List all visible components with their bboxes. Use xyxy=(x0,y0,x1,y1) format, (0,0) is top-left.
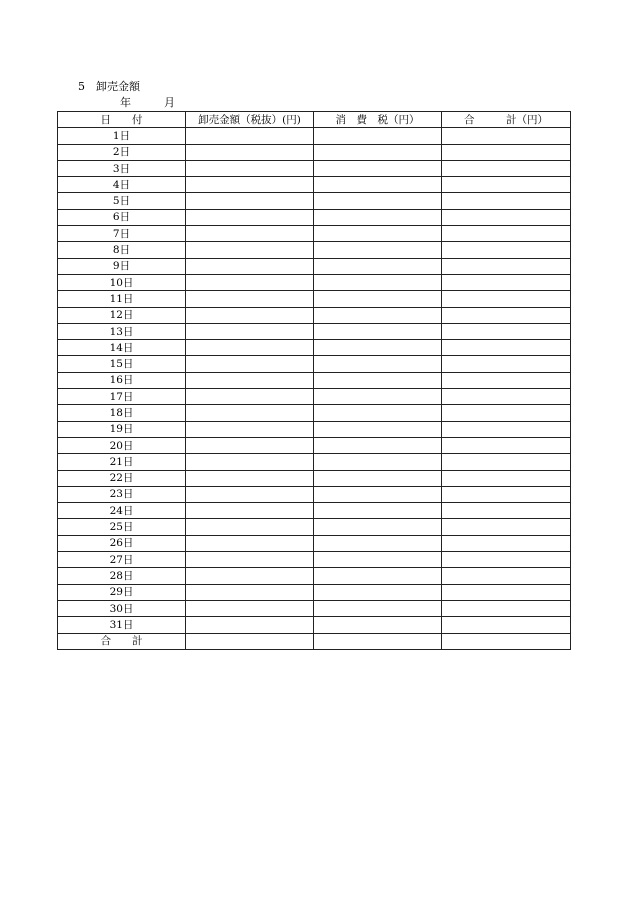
consumption-tax-cell[interactable] xyxy=(314,307,442,323)
wholesale-amount-cell[interactable] xyxy=(186,356,314,372)
wholesale-amount-cell[interactable] xyxy=(186,552,314,568)
consumption-tax-cell[interactable] xyxy=(314,177,442,193)
day-label: 23日 xyxy=(58,486,186,502)
table-row xyxy=(58,454,571,470)
header-row xyxy=(58,112,571,128)
table-row xyxy=(58,470,571,486)
total-cell[interactable] xyxy=(442,454,571,470)
table-row xyxy=(58,389,571,405)
consumption-tax-cell[interactable] xyxy=(314,568,442,584)
consumption-tax-cell[interactable] xyxy=(314,144,442,160)
header-date: 日 付 xyxy=(58,112,186,128)
section-number: 5 xyxy=(78,80,85,93)
total-cell[interactable] xyxy=(442,437,571,453)
day-label: 21日 xyxy=(58,454,186,470)
table-row xyxy=(58,209,571,225)
total-cell[interactable] xyxy=(442,470,571,486)
total-wholesale-cell[interactable] xyxy=(186,633,314,649)
wholesale-amount-cell[interactable] xyxy=(186,617,314,633)
total-cell[interactable] xyxy=(442,617,571,633)
day-label: 10日 xyxy=(58,274,186,290)
day-label: 18日 xyxy=(58,405,186,421)
table-row xyxy=(58,437,571,453)
day-label: 17日 xyxy=(58,389,186,405)
day-label: 29日 xyxy=(58,584,186,600)
wholesale-amount-cell[interactable] xyxy=(186,209,314,225)
table-row xyxy=(58,552,571,568)
consumption-tax-cell[interactable] xyxy=(314,193,442,209)
wholesale-amount-cell[interactable] xyxy=(186,600,314,616)
day-label: 5日 xyxy=(58,193,186,209)
day-label: 26日 xyxy=(58,535,186,551)
table-row xyxy=(58,226,571,242)
wholesale-amount-cell[interactable] xyxy=(186,307,314,323)
wholesale-amount-cell[interactable] xyxy=(186,177,314,193)
consumption-tax-cell[interactable] xyxy=(314,519,442,535)
wholesale-amount-cell[interactable] xyxy=(186,519,314,535)
consumption-tax-cell[interactable] xyxy=(314,340,442,356)
table-row xyxy=(58,503,571,519)
header-wholesale-amount: 卸売金額（税抜）(円) xyxy=(186,112,314,128)
day-label: 27日 xyxy=(58,552,186,568)
table-row xyxy=(58,356,571,372)
total-tax-cell[interactable] xyxy=(314,633,442,649)
total-sum-cell[interactable] xyxy=(442,633,571,649)
wholesale-amount-cell[interactable] xyxy=(186,226,314,242)
total-label: 合 計 xyxy=(58,633,186,649)
total-cell[interactable] xyxy=(442,486,571,502)
table-row xyxy=(58,258,571,274)
wholesale-amount-table xyxy=(57,111,571,650)
table-row xyxy=(58,421,571,437)
day-label: 14日 xyxy=(58,340,186,356)
header-total: 合 計（円） xyxy=(442,112,571,128)
table-row xyxy=(58,242,571,258)
total-cell[interactable] xyxy=(442,291,571,307)
day-label: 22日 xyxy=(58,470,186,486)
table-row xyxy=(58,128,571,144)
day-label: 3日 xyxy=(58,160,186,176)
total-cell[interactable] xyxy=(442,258,571,274)
wholesale-amount-cell[interactable] xyxy=(186,568,314,584)
total-cell[interactable] xyxy=(442,535,571,551)
table-row xyxy=(58,405,571,421)
consumption-tax-cell[interactable] xyxy=(314,356,442,372)
wholesale-amount-cell[interactable] xyxy=(186,128,314,144)
consumption-tax-cell[interactable] xyxy=(314,454,442,470)
total-cell[interactable] xyxy=(442,160,571,176)
consumption-tax-cell[interactable] xyxy=(314,274,442,290)
table-row xyxy=(58,274,571,290)
consumption-tax-cell[interactable] xyxy=(314,128,442,144)
wholesale-amount-cell[interactable] xyxy=(186,421,314,437)
table-row xyxy=(58,519,571,535)
wholesale-amount-cell[interactable] xyxy=(186,323,314,339)
table-row xyxy=(58,144,571,160)
month-label: 月 xyxy=(164,96,175,109)
total-cell[interactable] xyxy=(442,340,571,356)
consumption-tax-cell[interactable] xyxy=(314,552,442,568)
table-row xyxy=(58,486,571,502)
day-label: 8日 xyxy=(58,242,186,258)
table-row xyxy=(58,307,571,323)
day-label: 6日 xyxy=(58,209,186,225)
total-cell[interactable] xyxy=(442,242,571,258)
consumption-tax-cell[interactable] xyxy=(314,389,442,405)
wholesale-amount-cell[interactable] xyxy=(186,291,314,307)
consumption-tax-cell[interactable] xyxy=(314,160,442,176)
total-cell[interactable] xyxy=(442,552,571,568)
total-cell[interactable] xyxy=(442,421,571,437)
header-consumption-tax: 消 費 税（円） xyxy=(314,112,442,128)
total-cell[interactable] xyxy=(442,503,571,519)
table-row xyxy=(58,160,571,176)
consumption-tax-cell[interactable] xyxy=(314,226,442,242)
consumption-tax-cell[interactable] xyxy=(314,584,442,600)
section-heading xyxy=(78,80,140,94)
total-cell[interactable] xyxy=(442,307,571,323)
day-label: 25日 xyxy=(58,519,186,535)
wholesale-amount-cell[interactable] xyxy=(186,503,314,519)
wholesale-amount-cell[interactable] xyxy=(186,405,314,421)
consumption-tax-cell[interactable] xyxy=(314,291,442,307)
total-cell[interactable] xyxy=(442,372,571,388)
table-row xyxy=(58,177,571,193)
wholesale-amount-cell[interactable] xyxy=(186,389,314,405)
wholesale-amount-cell[interactable] xyxy=(186,242,314,258)
consumption-tax-cell[interactable] xyxy=(314,470,442,486)
total-cell[interactable] xyxy=(442,389,571,405)
table-row xyxy=(58,568,571,584)
day-label: 31日 xyxy=(58,617,186,633)
wholesale-amount-cell[interactable] xyxy=(186,274,314,290)
total-cell[interactable] xyxy=(442,209,571,225)
total-cell[interactable] xyxy=(442,128,571,144)
consumption-tax-cell[interactable] xyxy=(314,405,442,421)
day-label: 30日 xyxy=(58,600,186,616)
day-label: 15日 xyxy=(58,356,186,372)
table-row xyxy=(58,291,571,307)
period-line xyxy=(120,96,175,110)
total-cell[interactable] xyxy=(442,519,571,535)
wholesale-amount-cell[interactable] xyxy=(186,437,314,453)
year-label: 年 xyxy=(120,96,131,109)
consumption-tax-cell[interactable] xyxy=(314,258,442,274)
consumption-tax-cell[interactable] xyxy=(314,486,442,502)
total-cell[interactable] xyxy=(442,356,571,372)
day-label: 16日 xyxy=(58,372,186,388)
wholesale-amount-cell[interactable] xyxy=(186,144,314,160)
consumption-tax-cell[interactable] xyxy=(314,600,442,616)
table-row xyxy=(58,535,571,551)
total-cell[interactable] xyxy=(442,405,571,421)
day-label: 9日 xyxy=(58,258,186,274)
consumption-tax-cell[interactable] xyxy=(314,209,442,225)
consumption-tax-cell[interactable] xyxy=(314,535,442,551)
day-label: 4日 xyxy=(58,177,186,193)
wholesale-amount-cell[interactable] xyxy=(186,454,314,470)
ledger-body xyxy=(58,128,571,650)
day-label: 13日 xyxy=(58,323,186,339)
wholesale-amount-cell[interactable] xyxy=(186,470,314,486)
total-cell[interactable] xyxy=(442,177,571,193)
wholesale-amount-cell[interactable] xyxy=(186,193,314,209)
day-label: 19日 xyxy=(58,421,186,437)
table-row xyxy=(58,600,571,616)
wholesale-amount-cell[interactable] xyxy=(186,372,314,388)
section-title: 卸売金額 xyxy=(96,80,140,93)
table-row xyxy=(58,584,571,600)
day-label: 20日 xyxy=(58,437,186,453)
total-cell[interactable] xyxy=(442,274,571,290)
wholesale-amount-cell[interactable] xyxy=(186,160,314,176)
wholesale-amount-cell[interactable] xyxy=(186,584,314,600)
consumption-tax-cell[interactable] xyxy=(314,372,442,388)
consumption-tax-cell[interactable] xyxy=(314,503,442,519)
day-label: 11日 xyxy=(58,291,186,307)
wholesale-amount-cell[interactable] xyxy=(186,258,314,274)
consumption-tax-cell[interactable] xyxy=(314,421,442,437)
table-row xyxy=(58,372,571,388)
day-label: 1日 xyxy=(58,128,186,144)
total-cell[interactable] xyxy=(442,144,571,160)
consumption-tax-cell[interactable] xyxy=(314,617,442,633)
wholesale-amount-cell[interactable] xyxy=(186,340,314,356)
total-row xyxy=(58,633,571,649)
total-cell[interactable] xyxy=(442,193,571,209)
wholesale-amount-cell[interactable] xyxy=(186,535,314,551)
consumption-tax-cell[interactable] xyxy=(314,242,442,258)
day-label: 12日 xyxy=(58,307,186,323)
total-cell[interactable] xyxy=(442,600,571,616)
total-cell[interactable] xyxy=(442,323,571,339)
consumption-tax-cell[interactable] xyxy=(314,437,442,453)
table-row xyxy=(58,323,571,339)
wholesale-amount-cell[interactable] xyxy=(186,486,314,502)
total-cell[interactable] xyxy=(442,226,571,242)
total-cell[interactable] xyxy=(442,584,571,600)
day-label: 7日 xyxy=(58,226,186,242)
table-row xyxy=(58,617,571,633)
day-label: 2日 xyxy=(58,144,186,160)
day-label: 28日 xyxy=(58,568,186,584)
table-row xyxy=(58,193,571,209)
total-cell[interactable] xyxy=(442,568,571,584)
day-label: 24日 xyxy=(58,503,186,519)
table-row xyxy=(58,340,571,356)
consumption-tax-cell[interactable] xyxy=(314,323,442,339)
